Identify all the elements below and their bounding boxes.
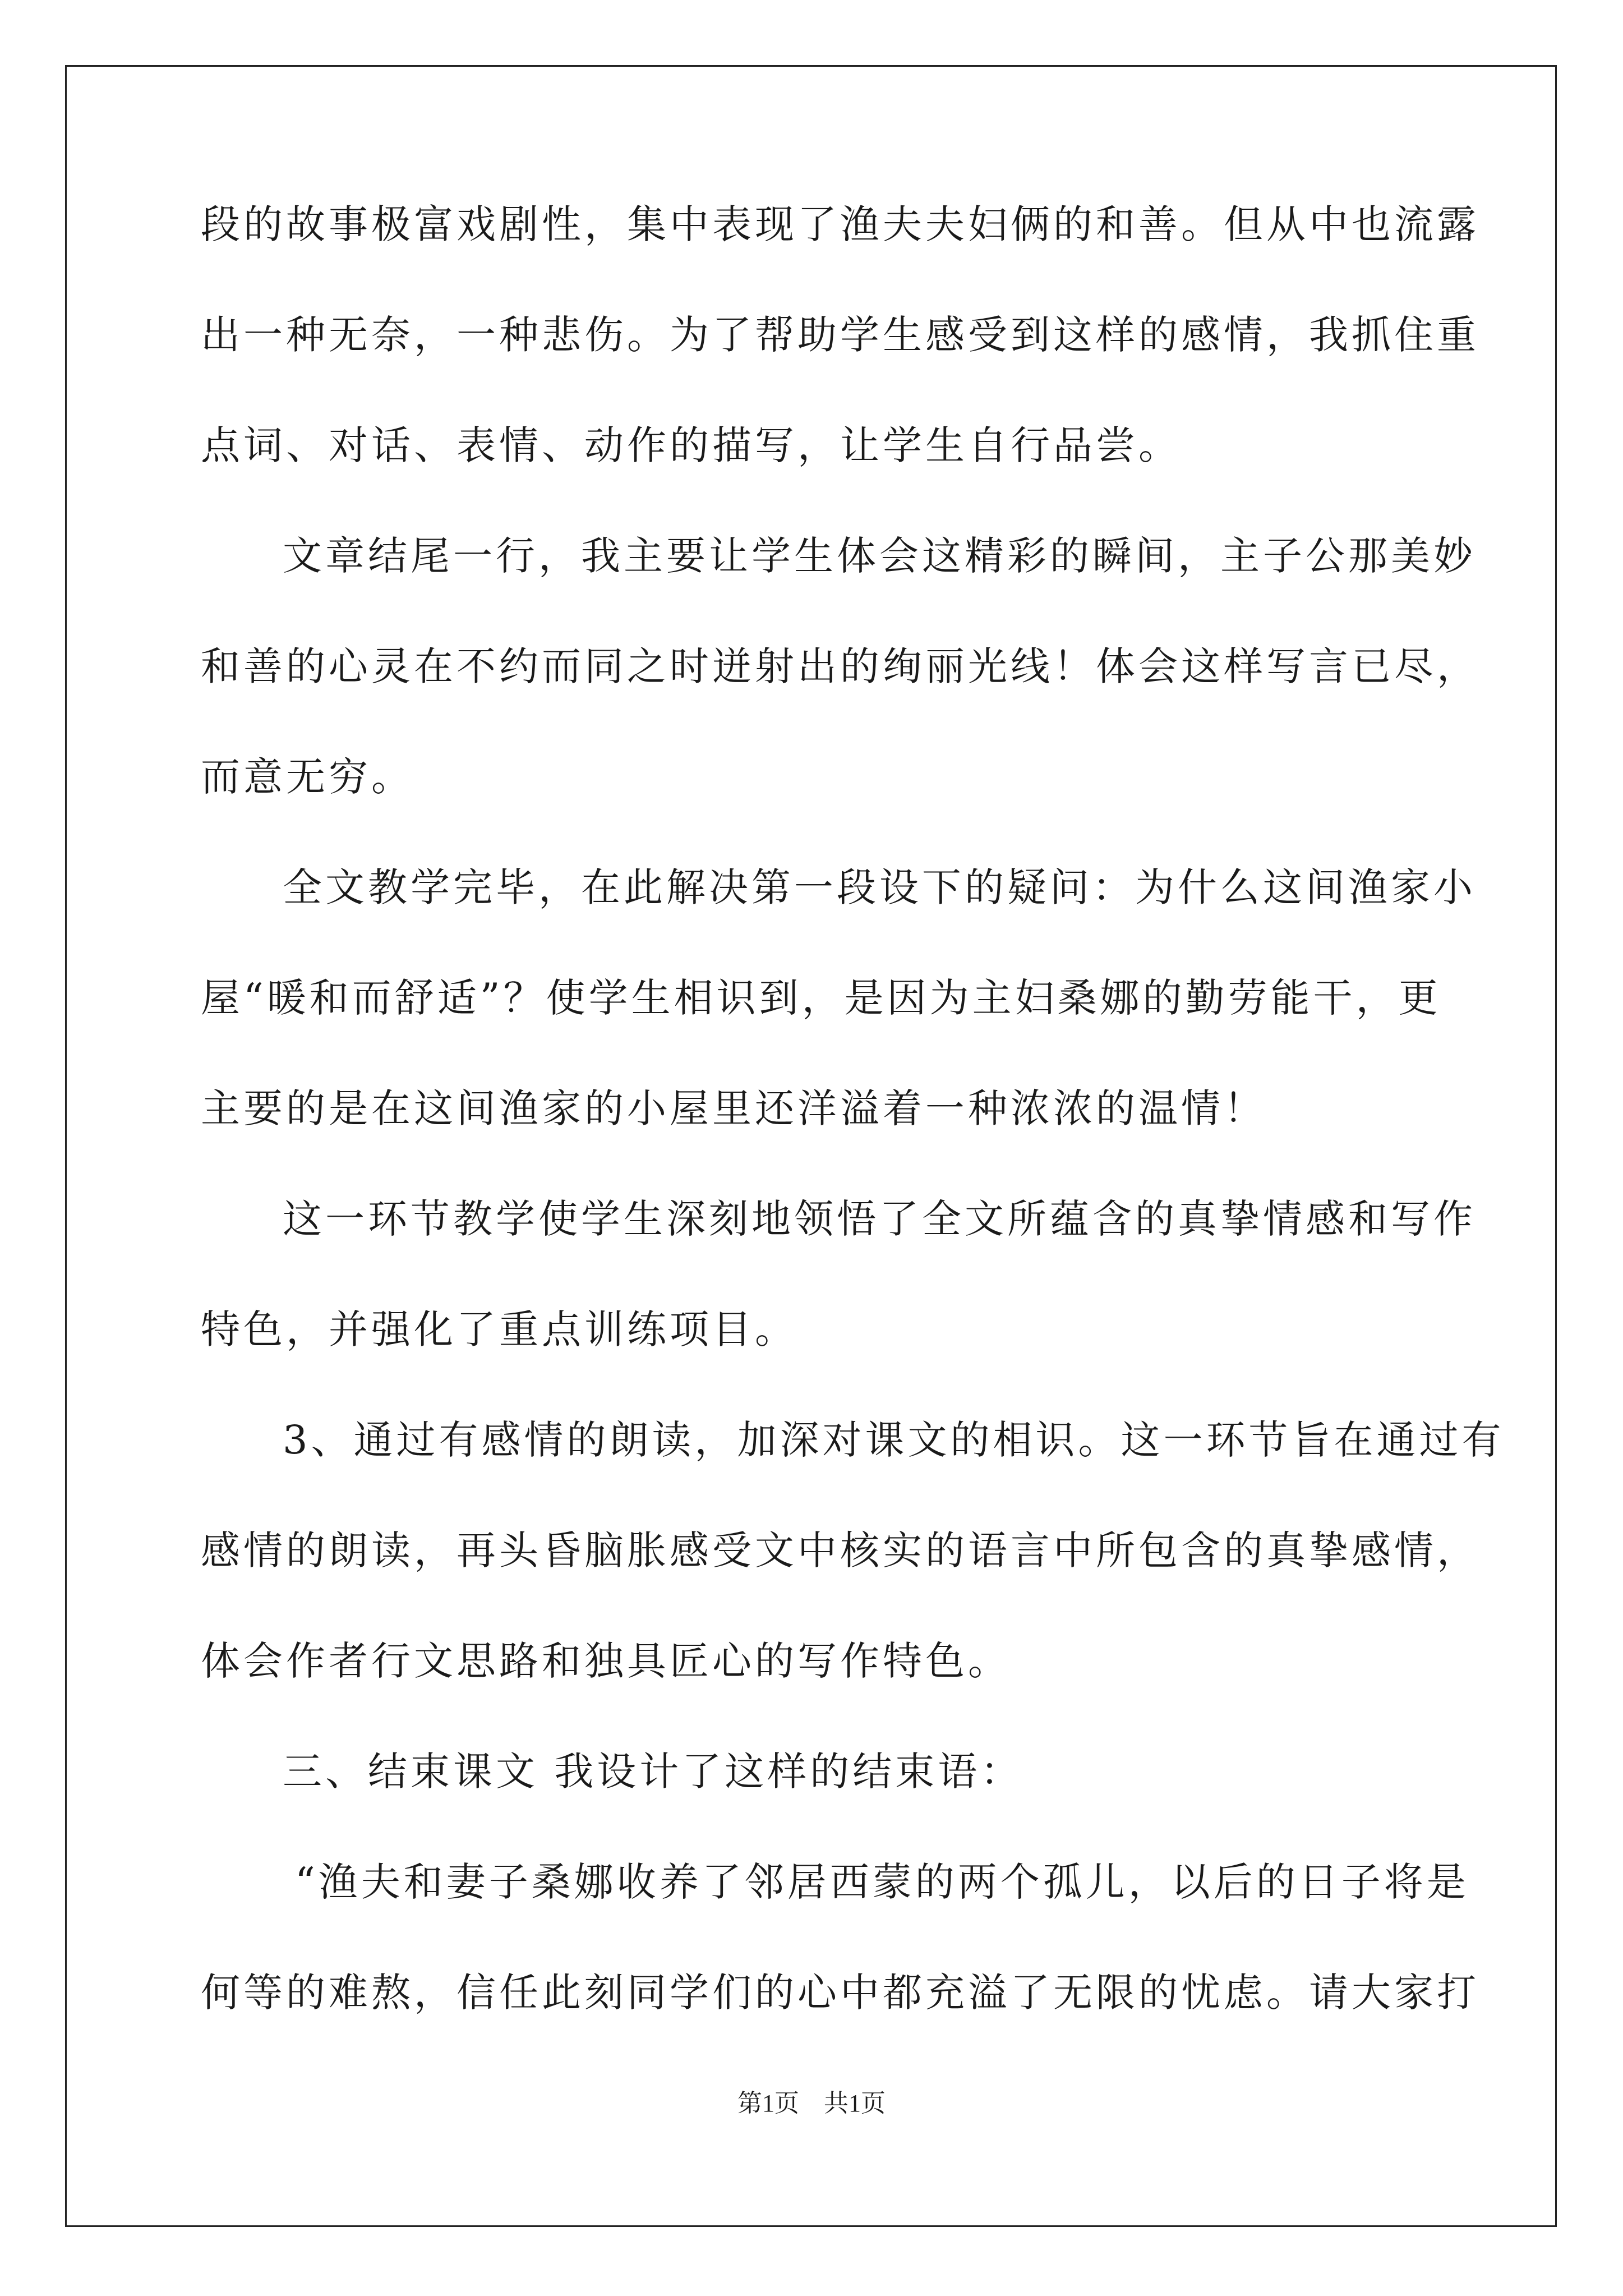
text-line: 全文教学完毕，在此解决第一段设下的疑问：为什么这间渔家小 xyxy=(283,864,1476,910)
text-line: 三、结束课文 我设计了这样的结束语： xyxy=(283,1749,1023,1795)
text-line: 这一环节教学使学生深刻地领悟了全文所蕴含的真挚情感和写作 xyxy=(283,1196,1476,1242)
text-line: 出一种无奈，一种悲伤。为了帮助学生感受到这样的感情，我抓住重 xyxy=(201,312,1479,358)
text-line: 而意无穷。 xyxy=(201,754,414,800)
text-line: 和善的心灵在不约而同之时迸射出的绚丽光线！体会这样写言已尽， xyxy=(201,643,1479,689)
page-footer: 第1页 共1页 xyxy=(737,2090,886,2117)
text-line: “渔夫和妻子桑娜收养了邻居西蒙的两个孤儿，以后的日子将是 xyxy=(295,1859,1469,1905)
text-line: 段的故事极富戏剧性，集中表现了渔夫夫妇俩的和善。但从中也流露 xyxy=(201,201,1479,247)
text-line: 体会作者行文思路和独具匠心的写作特色。 xyxy=(201,1638,1011,1684)
text-line: 3、通过有感情的朗读，加深对课文的相识。这一环节旨在通过有 xyxy=(283,1417,1505,1463)
text-line: 点词、对话、表情、动作的描写，让学生自行品尝。 xyxy=(201,422,1181,468)
text-line: 感情的朗读，再头昏脑胀感受文中核实的语言中所包含的真挚感情， xyxy=(201,1527,1479,1573)
text-line: 屋“暖和而舒适”？使学生相识到，是因为主妇桑娜的勤劳能干，更 xyxy=(201,975,1441,1021)
text-line: 文章结尾一行，我主要让学生体会这精彩的瞬间，主子公那美妙 xyxy=(283,533,1476,579)
text-line: 何等的难熬，信任此刻同学们的心中都充溢了无限的忧虑。请大家打 xyxy=(201,1970,1479,2016)
text-line: 特色，并强化了重点训练项目。 xyxy=(201,1306,797,1352)
text-line: 主要的是在这间渔家的小屋里还洋溢着一种浓浓的温情！ xyxy=(201,1085,1266,1131)
